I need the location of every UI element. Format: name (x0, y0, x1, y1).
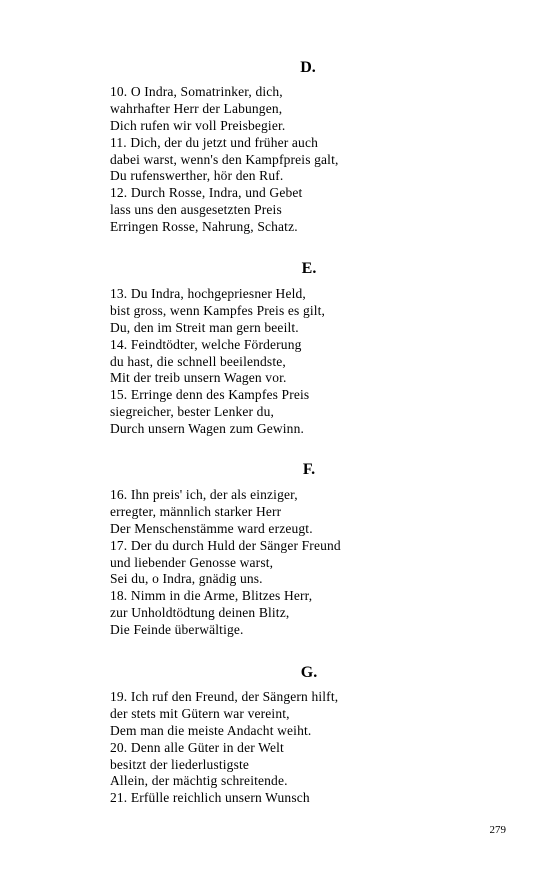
verse-line: der stets mit Gütern war vereint, (110, 705, 290, 721)
verse-line: Dich rufen wir voll Preisbegier. (110, 117, 286, 133)
page-number: 279 (489, 824, 506, 836)
verse-line: Erringen Rosse, Nahrung, Schatz. (110, 219, 298, 235)
verse-line: Die Feinde überwältige. (110, 622, 244, 638)
section-heading: F. (302, 461, 316, 478)
verse-line: 13. Du Indra, hochgepriesner Held, (110, 286, 306, 301)
verse-line: Sei du, o Indra, gnädig uns. (110, 571, 263, 587)
verse-block (110, 487, 341, 639)
verse-line: 18. Nimm in die Arme, Blitzes Herr, (110, 588, 313, 604)
verse-line: siegreicher, bester Lenker du, (110, 404, 275, 420)
verse-line: 10. O Indra, Somatrinker, dich, (110, 84, 283, 99)
verse-line: 14. Feindtödter, welche Förderung (110, 336, 302, 352)
verse-line: erregter, männlich starker Herr (110, 503, 282, 519)
verse-line: bist gross, wenn Kampfes Preis es gilt, (110, 302, 326, 318)
verse-line: Dem man die meiste Andacht weiht. (110, 722, 312, 738)
verse-line: Allein, der mächtig schreitende. (110, 773, 288, 789)
verse-line: 12. Durch Rosse, Indra, und Gebet (110, 185, 303, 201)
verse-line: zur Unholdtödtung deinen Blitz, (110, 605, 290, 621)
verse-line: und liebender Genosse warst, (110, 554, 274, 570)
verse-block (110, 84, 339, 236)
section-heading: E. (301, 260, 317, 277)
verse-line: 15. Erringe denn des Kampfes Preis (110, 387, 310, 403)
verse-line: 11. Dich, der du jetzt und früher auch (110, 134, 319, 150)
verse-line: lass uns den ausgesetzten Preis (110, 202, 282, 218)
verse-line: Mit der treib unsern Wagen vor. (110, 370, 287, 386)
verse-line: Du, den im Streit man gern beeilt. (110, 319, 299, 335)
verse-line: 21. Erfülle reichlich unsern Wunsch (110, 790, 310, 806)
verse-line: 16. Ihn preis' ich, der als einziger, (110, 487, 298, 502)
verse-line: 19. Ich ruf den Freund, der Sängern hilft, (110, 689, 339, 704)
verse-block (110, 689, 338, 807)
verse-line: wahrhafter Herr der Labungen, (110, 100, 283, 116)
verse-line: 20. Denn alle Güter in der Welt (110, 739, 284, 755)
verse-line: du hast, die schnell beeilendste, (110, 353, 286, 369)
verse-line: Du rufenswerther, hör den Ruf. (110, 168, 284, 184)
verse-line: Durch unsern Wagen zum Gewinn. (110, 421, 304, 437)
section-heading: G. (300, 664, 318, 681)
verse-line: dabei warst, wenn's den Kampfpreis galt, (110, 151, 339, 167)
verse-block (110, 286, 325, 438)
section-heading: D. (300, 59, 316, 76)
verse-line: 17. Der du durch Huld der Sänger Freund (110, 537, 341, 553)
verse-line: besitzt der liederlustigste (110, 756, 250, 772)
verse-line: Der Menschenstämme ward erzeugt. (110, 520, 313, 536)
